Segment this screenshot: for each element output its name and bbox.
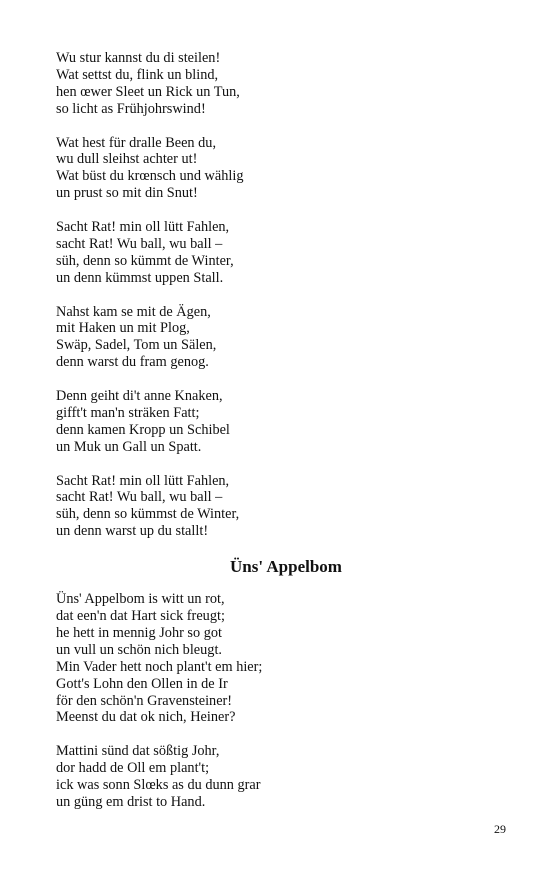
- page-number: 29: [494, 822, 506, 836]
- stanza: [56, 473, 516, 541]
- poem-line: denn kamen Kropp un Schibel: [56, 421, 230, 438]
- poem-line: mit Haken un mit Plog,: [56, 320, 190, 337]
- poem-line: Gott's Lohn den Ollen in de Ir: [56, 675, 228, 692]
- stanza: [56, 388, 516, 456]
- poem-line: ick was sonn Slœks as du dunn grar: [56, 777, 261, 794]
- poem-title: Üns' Appelbom: [230, 557, 342, 577]
- poem-fahlen: [56, 50, 516, 540]
- stanza: [56, 304, 516, 372]
- poem-line: sacht Rat! Wu ball, wu ball –: [56, 489, 223, 506]
- poem-appelbom: [56, 591, 516, 811]
- stanza: [56, 743, 516, 811]
- poem-line: wu dull sleihst achter ut!: [56, 151, 198, 168]
- stanza: [56, 219, 516, 287]
- poem-line: sacht Rat! Wu ball, wu ball –: [56, 235, 223, 252]
- poem-line: dat een'n dat Hart sick freugt;: [56, 608, 225, 624]
- poem-line: Wat büst du krœnsch und wählig: [56, 168, 244, 185]
- poem-line: un denn warst up du stallt!: [56, 523, 209, 540]
- poem-line: Swäp, Sadel, Tom un Sälen,: [56, 337, 217, 354]
- poem-line: denn warst du fram genog.: [56, 354, 209, 371]
- poem-line: gifft't man'n sträken Fatt;: [56, 404, 200, 421]
- poem-line: Sacht Rat! min oll lütt Fahlen,: [56, 219, 230, 236]
- poem-line: för den schön'n Gravensteiner!: [56, 692, 233, 709]
- poem-line: Mattini sünd dat sößtig Johr,: [56, 743, 220, 760]
- poem-line: un Muk un Gall un Spatt.: [56, 438, 202, 455]
- page-text: [56, 50, 516, 828]
- poem-line: dor hadd de Oll em plant't;: [56, 760, 210, 777]
- poem-line: hen œwer Sleet un Rick un Tun,: [56, 83, 240, 100]
- poem-line: un güng em drist to Hand.: [56, 793, 206, 810]
- stanza: [56, 591, 516, 726]
- poem-line: un prust so mit din Snut!: [56, 185, 198, 202]
- poem-line: un denn kümmst uppen Stall.: [56, 269, 224, 286]
- poem-line: he hett in mennig Johr so got: [56, 624, 222, 641]
- poem-line: süh, denn so kümmst de Winter,: [56, 506, 240, 523]
- poem-line: Min Vader hett noch plant't em hier;: [56, 658, 263, 675]
- poem-line: Üns' Appelbom is witt un rot,: [56, 591, 225, 608]
- poem-line: un vull un schön nich bleugt.: [56, 641, 222, 658]
- poem-line: Meenst du dat ok nich, Heiner?: [56, 709, 236, 726]
- poem-line: Denn geiht di't anne Knaken,: [56, 388, 223, 405]
- poem-line: Wu stur kannst du di steilen!: [56, 50, 221, 66]
- poem-line: Wat settst du, flink un blind,: [56, 66, 219, 83]
- stanza: [56, 135, 516, 203]
- poem-line: süh, denn so kümmt de Winter,: [56, 252, 234, 269]
- poem-line: Sacht Rat! min oll lütt Fahlen,: [56, 472, 230, 489]
- poem-line: so licht as Frühjohrswind!: [56, 100, 206, 117]
- stanza: [56, 50, 516, 118]
- poem-line: Nahst kam se mit de Ägen,: [56, 303, 211, 320]
- poem-line: Wat hest für dralle Been du,: [56, 134, 217, 151]
